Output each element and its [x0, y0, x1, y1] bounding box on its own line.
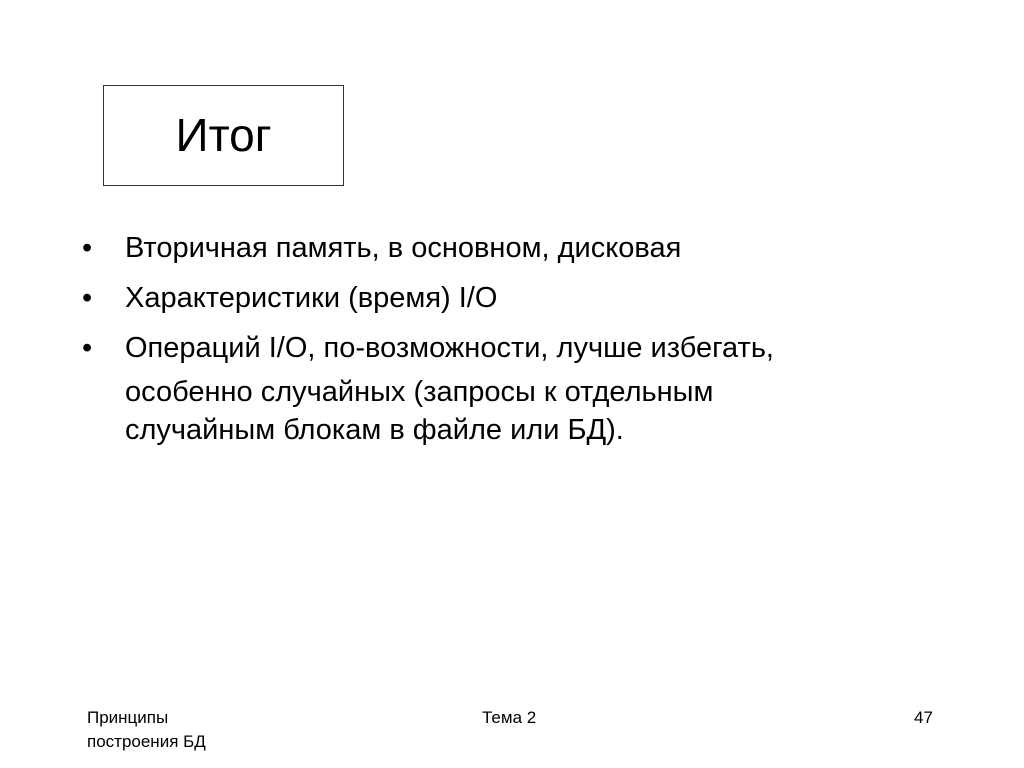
bullet-marker: •: [82, 282, 93, 314]
bullet-list: [82, 230, 942, 448]
slide-title-box: [103, 85, 344, 186]
footer-course-line: Принципы: [87, 708, 169, 727]
footer-page-number: 47: [914, 708, 933, 727]
bullet-text: Вторичная память, в основном, дисковая: [125, 232, 682, 264]
footer-course-name: [87, 706, 287, 754]
bullet-marker: •: [82, 332, 93, 364]
bullet-item: [82, 230, 942, 266]
bullet-marker: •: [82, 232, 93, 264]
bullet-item: [82, 280, 942, 316]
bullet-item: [82, 330, 942, 366]
footer-topic: Тема 2: [482, 708, 537, 727]
footer-course-line: построения БД: [87, 732, 206, 751]
bullet-text: Характеристики (время) I/O: [125, 282, 498, 314]
slide-title: Итог: [175, 108, 272, 161]
bullet-text: Операций I/O, по-возможности, лучше избегать,: [125, 332, 774, 364]
bullet-continuation-line: случайным блокам в файле или БД).: [125, 414, 624, 446]
bullet-continuation-line: особенно случайных (запросы к отдельным: [125, 376, 714, 408]
